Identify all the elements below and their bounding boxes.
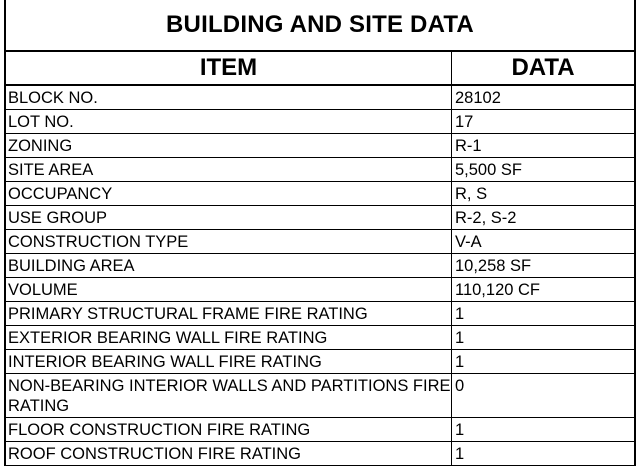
row-data-value: R, S: [455, 185, 488, 203]
table-row: [6, 134, 634, 158]
row-data-value: 1: [455, 353, 465, 371]
row-item-label: CONSTRUCTION TYPE: [6, 230, 452, 253]
row-data-value: R-1: [455, 137, 482, 155]
table-row: [6, 158, 634, 182]
table-row: [6, 182, 634, 206]
table-title: BUILDING AND SITE DATA: [6, 0, 634, 52]
table-row: [6, 86, 634, 110]
column-header-item: ITEM: [6, 52, 452, 84]
row-item-label: VOLUME: [6, 278, 452, 301]
column-header-data: DATA: [511, 54, 575, 81]
row-item-label: SITE AREA: [6, 158, 452, 181]
table-row: [6, 326, 634, 350]
building-site-data-table: [4, 0, 636, 466]
table-row: [6, 350, 634, 374]
row-item-label: LOT NO.: [6, 110, 452, 133]
row-data-value: 1: [455, 421, 465, 439]
table-row: [6, 206, 634, 230]
row-data-value: R-2, S-2: [455, 209, 517, 227]
row-item-label: OCCUPANCY: [6, 182, 452, 205]
row-data-value: 110,120 CF: [455, 281, 540, 299]
row-item-label: EXTERIOR BEARING WALL FIRE RATING: [6, 326, 452, 349]
table-row: [6, 418, 634, 442]
row-item-label: ZONING: [6, 134, 452, 157]
row-data-value: 5,500 SF: [455, 161, 522, 179]
row-item-label: FLOOR CONSTRUCTION FIRE RATING: [6, 418, 452, 441]
table-row: [6, 302, 634, 326]
row-item-label: NON-BEARING INTERIOR WALLS AND PARTITIONS FIRE RATING: [6, 374, 452, 417]
table-row: [6, 374, 634, 418]
table-row: [6, 278, 634, 302]
table-row: [6, 230, 634, 254]
table-row: [6, 442, 634, 466]
row-data-value: 1: [455, 445, 465, 463]
row-item-label: USE GROUP: [6, 206, 452, 229]
table-row: [6, 110, 634, 134]
row-item-label: PRIMARY STRUCTURAL FRAME FIRE RATING: [6, 302, 452, 325]
row-data-value: 1: [455, 329, 465, 347]
row-item-label: BLOCK NO.: [6, 86, 452, 109]
row-data-value: 1: [455, 305, 465, 323]
row-data-value: 10,258 SF: [455, 257, 532, 275]
table-row: [6, 254, 634, 278]
table-header-row: [6, 52, 634, 86]
row-data-value: 28102: [455, 89, 501, 107]
row-item-label: ROOF CONSTRUCTION FIRE RATING: [6, 442, 452, 465]
row-data-value: V-A: [455, 233, 482, 251]
row-item-label: INTERIOR BEARING WALL FIRE RATING: [6, 350, 452, 373]
row-item-label: BUILDING AREA: [6, 254, 452, 277]
row-data-value: 0: [455, 377, 465, 395]
row-data-value: 17: [455, 113, 474, 131]
